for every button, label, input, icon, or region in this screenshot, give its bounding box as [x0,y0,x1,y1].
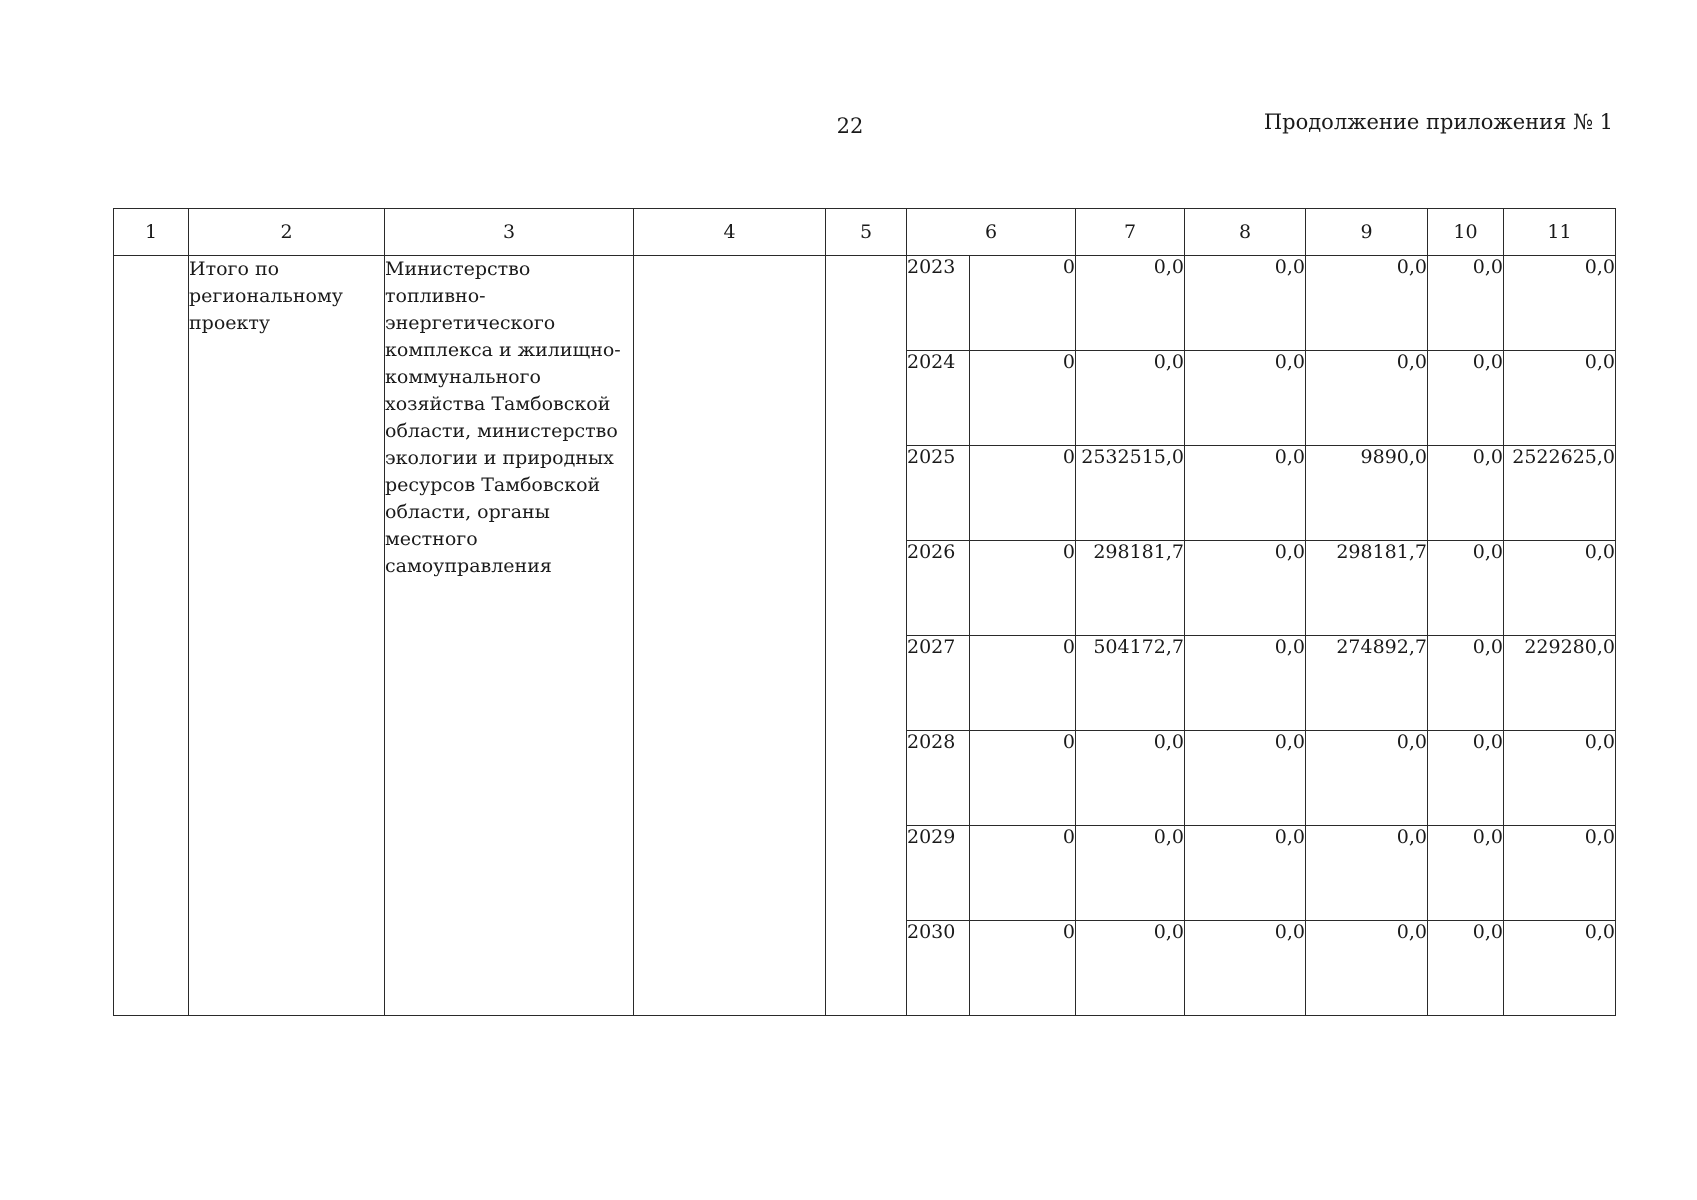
year-cell: 2028 [907,731,970,826]
value-cell: 0,0 [1306,351,1428,446]
year-cell: 2026 [907,541,970,636]
value-cell: 0 [970,826,1076,921]
column-4-cell [634,256,826,1016]
value-cell: 0,0 [1076,731,1185,826]
value-cell: 0,0 [1185,256,1306,351]
value-cell: 0,0 [1306,921,1428,1016]
page-number: 22 [836,114,864,138]
value-cell: 0 [970,731,1076,826]
value-cell: 0,0 [1504,731,1616,826]
value-cell: 0,0 [1306,731,1428,826]
year-cell: 2023 [907,256,970,351]
project-name-cell: Итого по региональному проекту [189,256,385,1016]
value-cell: 298181,7 [1076,541,1185,636]
year-cell: 2030 [907,921,970,1016]
value-cell: 0,0 [1185,921,1306,1016]
header-cell: 7 [1076,209,1185,256]
value-cell: 0,0 [1428,826,1504,921]
value-cell: 0,0 [1306,826,1428,921]
year-cell: 2025 [907,446,970,541]
value-cell: 0,0 [1306,256,1428,351]
year-cell: 2027 [907,636,970,731]
value-cell: 274892,7 [1306,636,1428,731]
value-cell: 0,0 [1428,446,1504,541]
appendix-continuation-note: Продолжение приложения № 1 [1263,110,1613,134]
value-cell: 0 [970,541,1076,636]
value-cell: 0,0 [1185,731,1306,826]
value-cell: 504172,7 [1076,636,1185,731]
row-number-cell [114,256,189,1016]
value-cell: 0,0 [1076,351,1185,446]
value-cell: 0,0 [1504,826,1616,921]
value-cell: 0,0 [1076,826,1185,921]
header-cell: 5 [826,209,907,256]
value-cell: 298181,7 [1306,541,1428,636]
header-cell: 3 [385,209,634,256]
value-cell: 0,0 [1428,731,1504,826]
value-cell: 0,0 [1428,541,1504,636]
header-cell: 11 [1504,209,1616,256]
header-cell: 8 [1185,209,1306,256]
value-cell: 0 [970,921,1076,1016]
value-cell: 0,0 [1504,351,1616,446]
header-cell: 10 [1428,209,1504,256]
value-cell: 0,0 [1076,256,1185,351]
value-cell: 0,0 [1504,921,1616,1016]
value-cell: 229280,0 [1504,636,1616,731]
table-row [114,256,1616,351]
header-cell: 6 [907,209,1076,256]
header-cell: 4 [634,209,826,256]
value-cell: 0,0 [1185,446,1306,541]
value-cell: 0 [970,351,1076,446]
header-cell: 2 [189,209,385,256]
value-cell: 0,0 [1076,921,1185,1016]
value-cell: 2522625,0 [1504,446,1616,541]
value-cell: 0,0 [1504,541,1616,636]
value-cell: 0,0 [1428,921,1504,1016]
year-cell: 2029 [907,826,970,921]
value-cell: 0,0 [1428,256,1504,351]
value-cell: 0,0 [1185,351,1306,446]
value-cell: 0,0 [1185,541,1306,636]
value-cell: 0 [970,446,1076,541]
budget-table [113,208,1616,1016]
value-cell: 0,0 [1504,256,1616,351]
year-cell: 2024 [907,351,970,446]
value-cell: 2532515,0 [1076,446,1185,541]
value-cell: 0 [970,256,1076,351]
value-cell: 0,0 [1185,826,1306,921]
value-cell: 0 [970,636,1076,731]
header-cell: 9 [1306,209,1428,256]
value-cell: 0,0 [1428,636,1504,731]
value-cell: 0,0 [1428,351,1504,446]
column-5-cell [826,256,907,1016]
table-header-row [114,209,1616,256]
value-cell: 9890,0 [1306,446,1428,541]
value-cell: 0,0 [1185,636,1306,731]
header-cell: 1 [114,209,189,256]
responsible-executor-cell: Министерство топливно-энергетического комплекса и жилищно-коммунального хозяйства Тамбовской области, министерство экологии и природных ресурсов Тамбовской области, органы местного самоуправления [385,256,634,1016]
